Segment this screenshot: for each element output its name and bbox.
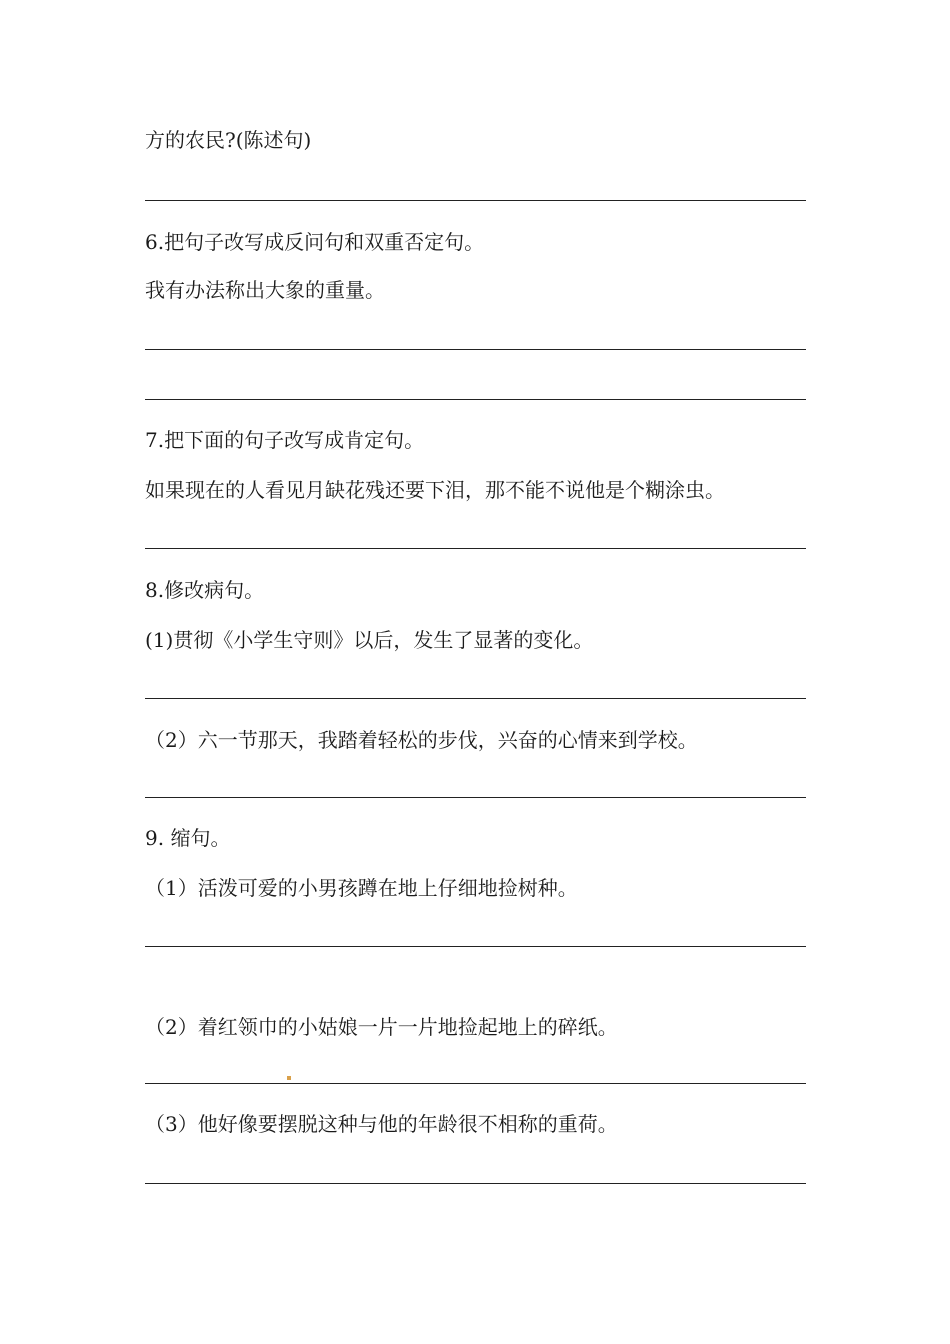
answer-line — [145, 548, 806, 549]
answer-line — [145, 797, 806, 798]
question-9-item-2: （2）着红领巾的小姑娘一片一片地捡起地上的碎纸。 — [145, 1015, 618, 1039]
question-6-sentence: 我有办法称出大象的重量。 — [145, 278, 385, 302]
answer-line — [145, 399, 806, 400]
question-8-item-2: （2）六一节那天，我踏着轻松的步伐，兴奋的心情来到学校。 — [145, 728, 698, 752]
question-9-title: 9. 缩句。 — [145, 826, 231, 850]
question-9-item-1: （1）活泼可爱的小男孩蹲在地上仔细地捡树种。 — [145, 876, 578, 900]
question-9-item-3: （3）他好像要摆脱这种与他的年龄很不相称的重荷。 — [145, 1112, 618, 1136]
question-7-sentence: 如果现在的人看见月缺花残还要下泪，那不能不说他是个糊涂虫。 — [145, 478, 725, 502]
question-8-title: 8.修改病句。 — [145, 578, 265, 602]
mark-dot — [287, 1076, 291, 1080]
text-line: 方的农民?(陈述句) — [145, 128, 312, 152]
answer-line — [145, 200, 806, 201]
question-8-item-1: (1)贯彻《小学生守则》以后，发生了显著的变化。 — [145, 628, 594, 652]
answer-line — [145, 698, 806, 699]
answer-line — [145, 1183, 806, 1184]
answer-line — [145, 946, 806, 947]
question-7-title: 7.把下面的句子改写成肯定句。 — [145, 428, 425, 452]
question-6-title: 6.把句子改写成反问句和双重否定句。 — [145, 230, 485, 254]
answer-line — [145, 1083, 806, 1084]
answer-line — [145, 349, 806, 350]
